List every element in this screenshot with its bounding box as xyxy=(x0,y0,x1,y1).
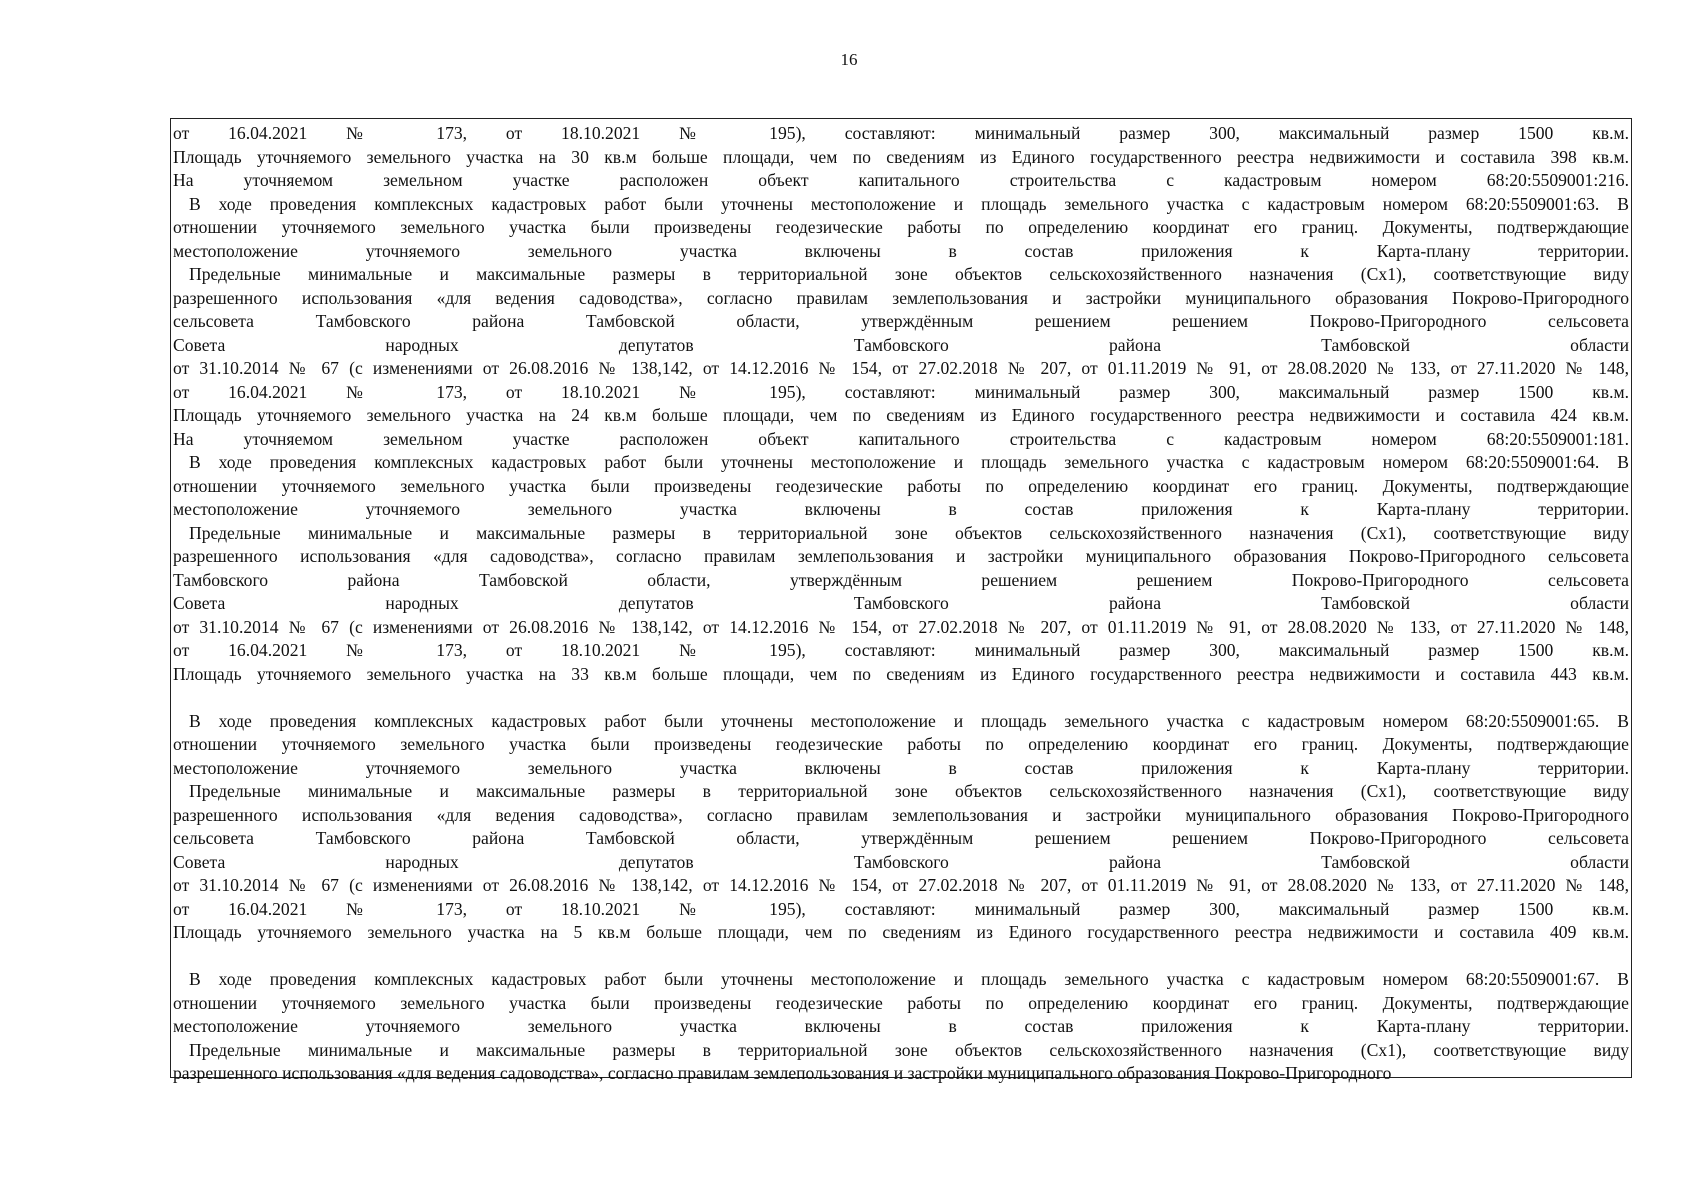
text-line: На уточняемом земельном участке расположен объект капитального строительства с кадастровым номером 68:20:5509001:216. xyxy=(173,170,1629,190)
text-line: местоположение уточняемого земельного участка включены в состав приложения к Карта-плану территории. xyxy=(173,499,1629,519)
text-line: На уточняемом земельном участке расположен объект капитального строительства с кадастровым номером 68:20:5509001:181. xyxy=(173,428,1629,449)
text-line: отношении уточняемого земельного участка были произведены геодезические работы по определению координат его границ. Документы, подтверждающие xyxy=(173,734,1629,754)
document-text-frame xyxy=(170,118,1632,1083)
page-number: 16 xyxy=(840,50,858,69)
paragraph-first-line: В ходе проведения комплексных кадастровых работ были уточнены местоположение и площадь земельного участка с кадастровым номером 68:20:5509001:64. В xyxy=(189,452,1629,472)
paragraph-first-line: Предельные минимальные и максимальные размеры в территориальной зоне объектов сельскохозяйственного назначения (Сх1), соответствующие виду xyxy=(189,264,1629,284)
blank-line xyxy=(173,945,1629,969)
text-line: Площадь уточняемого земельного участка на 33 кв.м больше площади, чем по сведениям из Единого государственного реестра недвижимости и составила 443 кв.м. xyxy=(173,663,1629,684)
text-line: Совета народных депутатов Тамбовского района Тамбовской области xyxy=(173,851,1629,872)
text-line: разрешенного использования «для садоводства», согласно правилам землепользования и застройки муниципального образования Покрово-Пригородного сельсовета xyxy=(173,546,1629,566)
text-line: от 16.04.2021 № 173, от 18.10.2021 № 195), составляют: минимальный размер 300, максимальный размер 1500 кв.м. xyxy=(173,898,1629,919)
text-line: Совета народных депутатов Тамбовского района Тамбовской области xyxy=(173,334,1629,355)
paragraph-first-line: В ходе проведения комплексных кадастровых работ были уточнены местоположение и площадь земельного участка с кадастровым номером 68:20:5509001:65. В xyxy=(189,710,1629,731)
text-line: разрешенного использования «для ведения садоводства», согласно правилам землепользования и застройки муниципального образования Покрово-Пригородного xyxy=(173,1063,1392,1083)
paragraph-first-line: В ходе проведения комплексных кадастровых работ были уточнены местоположение и площадь земельного участка с кадастровым номером 68:20:5509001:63. В xyxy=(189,193,1629,214)
paragraph-first-line: Предельные минимальные и максимальные размеры в территориальной зоне объектов сельскохозяйственного назначения (Сх1), соответствующие виду xyxy=(189,781,1629,801)
text-line: отношении уточняемого земельного участка были произведены геодезические работы по определению координат его границ. Документы, подтверждающие xyxy=(173,992,1629,1013)
text-line: Тамбовского района Тамбовской области, утверждённым решением решением Покрово-Пригородного сельсовета xyxy=(173,569,1629,590)
text-line: от 31.10.2014 № 67 (с изменениями от 26.08.2016 № 138,142, от 14.12.2016 № 154, от 27.02.2018 № 207, от 01.11.2019 № 91, от 28.08.2020 № 133, от 27.11.2020 № 148, xyxy=(173,358,1629,378)
text-line: от 16.04.2021 № 173, от 18.10.2021 № 195), составляют: минимальный размер 300, максимальный размер 1500 кв.м. xyxy=(173,123,1629,143)
text-line: Площадь уточняемого земельного участка на 24 кв.м больше площади, чем по сведениям из Единого государственного реестра недвижимости и составила 424 кв.м. xyxy=(173,405,1629,425)
text-line: местоположение уточняемого земельного участка включены в состав приложения к Карта-плану территории. xyxy=(173,240,1629,261)
text-line: Площадь уточняемого земельного участка на 5 кв.м больше площади, чем по сведениям из Единого государственного реестра недвижимости и составила 409 кв.м. xyxy=(173,922,1629,942)
text-line: разрешенного использования «для ведения садоводства», согласно правилам землепользования и застройки муниципального образования Покрово-Пригородного xyxy=(173,804,1629,825)
text-line: от 31.10.2014 № 67 (с изменениями от 26.08.2016 № 138,142, от 14.12.2016 № 154, от 27.02.2018 № 207, от 01.11.2019 № 91, от 28.08.2020 № 133, от 27.11.2020 № 148, xyxy=(173,616,1629,637)
text-line: от 16.04.2021 № 173, от 18.10.2021 № 195), составляют: минимальный размер 300, максимальный размер 1500 кв.м. xyxy=(173,381,1629,402)
text-line: Площадь уточняемого земельного участка на 30 кв.м больше площади, чем по сведениям из Единого государственного реестра недвижимости и составила 398 кв.м. xyxy=(173,146,1629,167)
text-line: отношении уточняемого земельного участка были произведены геодезические работы по определению координат его границ. Документы, подтверждающие xyxy=(173,475,1629,496)
paragraph-first-line: В ходе проведения комплексных кадастровых работ были уточнены местоположение и площадь земельного участка с кадастровым номером 68:20:5509001:67. В xyxy=(189,969,1629,989)
text-line: сельсовета Тамбовского района Тамбовской области, утверждённым решением решением Покрово-Пригородного сельсовета xyxy=(173,311,1629,331)
text-line: отношении уточняемого земельного участка были произведены геодезические работы по определению координат его границ. Документы, подтверждающие xyxy=(173,217,1629,237)
paragraph-first-line: Предельные минимальные и максимальные размеры в территориальной зоне объектов сельскохозяйственного назначения (Сх1), соответствующие виду xyxy=(189,522,1629,543)
text-line: Совета народных депутатов Тамбовского района Тамбовской области xyxy=(173,593,1629,613)
text-line: сельсовета Тамбовского района Тамбовской области, утверждённым решением решением Покрово-Пригородного сельсовета xyxy=(173,828,1629,848)
text-line: от 31.10.2014 № 67 (с изменениями от 26.08.2016 № 138,142, от 14.12.2016 № 154, от 27.02.2018 № 207, от 01.11.2019 № 91, от 28.08.2020 № 133, от 27.11.2020 № 148, xyxy=(173,875,1629,895)
text-line: от 16.04.2021 № 173, от 18.10.2021 № 195), составляют: минимальный размер 300, максимальный размер 1500 кв.м. xyxy=(173,640,1629,660)
text-line: разрешенного использования «для ведения садоводства», согласно правилам землепользования и застройки муниципального образования Покрово-Пригородного xyxy=(173,287,1629,308)
paragraph-first-line: Предельные минимальные и максимальные размеры в территориальной зоне объектов сельскохозяйственного назначения (Сх1), соответствующие виду xyxy=(189,1039,1629,1060)
blank-line xyxy=(173,686,1629,710)
text-line: местоположение уточняемого земельного участка включены в состав приложения к Карта-плану территории. xyxy=(173,1016,1629,1036)
text-line: местоположение уточняемого земельного участка включены в состав приложения к Карта-плану территории. xyxy=(173,757,1629,778)
